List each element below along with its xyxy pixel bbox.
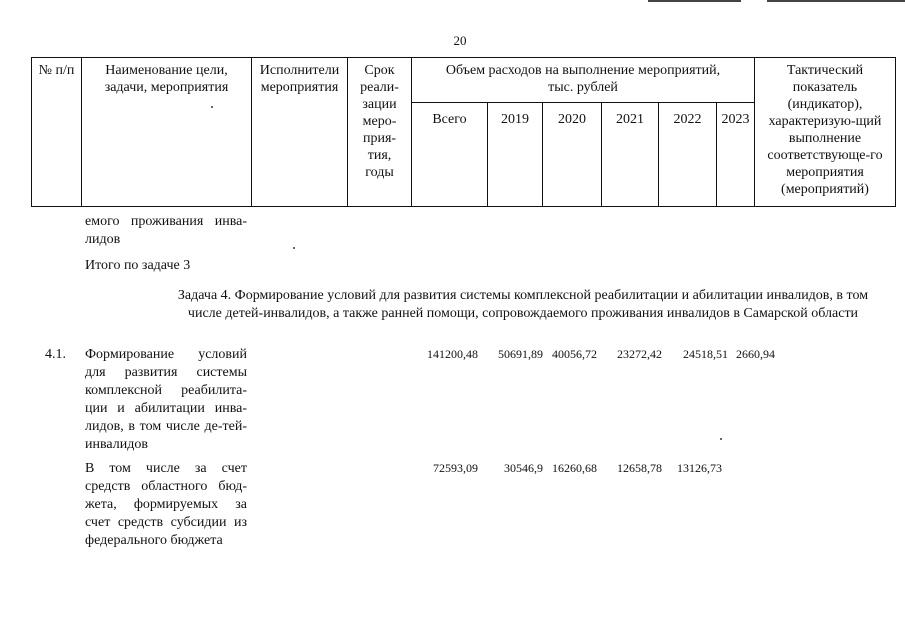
scan-edge-mark: [648, 0, 741, 2]
header-year-2023: 2023: [717, 103, 755, 207]
row-value-2020: 16260,68: [552, 461, 597, 475]
task-total-label: Итого по задаче 3: [85, 258, 191, 273]
scan-speck: [211, 106, 213, 108]
row-value-2022: 13126,73: [677, 461, 722, 475]
row-name: Формирование условий для развития системы комплексной реабилита-ции и абилитации инва-лидов, в том числе де-тей-инвалидов: [85, 347, 247, 452]
page-number: 20: [453, 33, 467, 48]
header-col-indicator: Тактический показатель (индикатор), характеризую-щий выполнение соответствующе-го мероприятия (мероприятий): [755, 58, 896, 207]
header-total: Всего: [412, 103, 488, 207]
header-year-2021: 2021: [602, 103, 659, 207]
header-col-term: Срок реали-зации меро-прия-тия, годы: [348, 58, 412, 207]
row-value-2019: 30546,9: [504, 461, 543, 475]
table-header: [31, 57, 896, 207]
continuation-text: емого проживания инва-лидов: [85, 214, 247, 247]
header-year-2022: 2022: [659, 103, 717, 207]
row-value-2022: 24518,51: [683, 347, 728, 361]
header-year-2019: 2019: [488, 103, 543, 207]
row-name: В том числе за счет средств областного бюд-жета, формируемых за счет средств субсидии из федерального бюджета: [85, 461, 247, 548]
header-col-number: № п/п: [32, 58, 82, 207]
row-value-2023: 2660,94: [736, 347, 775, 361]
row-number: 4.1.: [45, 347, 66, 362]
row-value-2020: 40056,72: [552, 347, 597, 361]
row-value-2021: 23272,42: [617, 347, 662, 361]
header-col-executors: Исполнители мероприятия: [252, 58, 348, 207]
header-col-name: Наименование цели, задачи, мероприятия: [82, 58, 252, 207]
scan-speck: [293, 247, 295, 249]
scan-speck: [720, 438, 722, 440]
header-year-2020: 2020: [543, 103, 602, 207]
header-col-volume: Объем расходов на выполнение мероприятий, тыс. рублей: [412, 58, 755, 103]
row-total: 72593,09: [433, 461, 478, 475]
row-total: 141200,48: [427, 347, 478, 361]
task-4-title: Задача 4. Формирование условий для развития системы комплексной реабилитации и абилитации инвалидов, в том числе детей-инвалидов, а также ранней помощи, сопровождаемого проживания инвалидов в Самарской области: [177, 288, 869, 321]
row-value-2021: 12658,78: [617, 461, 662, 475]
scan-edge-mark: [767, 0, 905, 2]
row-value-2019: 50691,89: [498, 347, 543, 361]
